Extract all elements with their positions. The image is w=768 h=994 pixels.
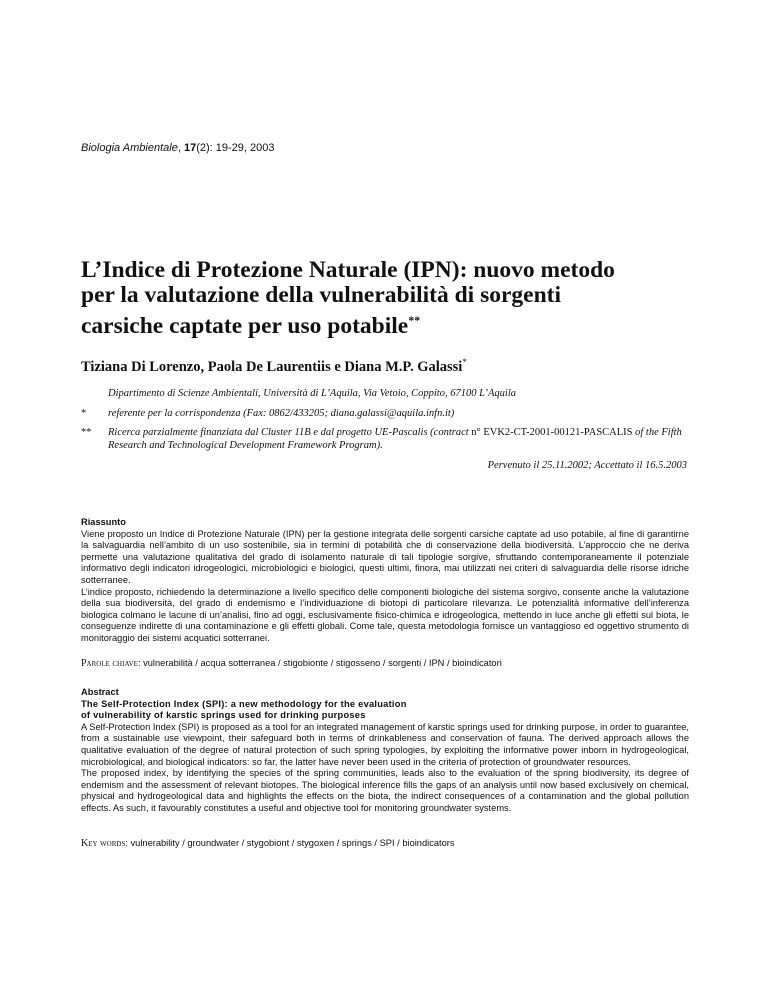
abstract-subtitle-line-2: of vulnerability of karstic springs used for drinking purposes <box>81 710 366 721</box>
journal-issue-pages: (2): 19-29, 2003 <box>196 142 275 154</box>
parole-chiave-label: Parole chiave <box>81 658 138 669</box>
authors-text: Tiziana Di Lorenzo, Paola De Laurentiis e Diana M.P. Galassi <box>81 359 463 375</box>
key-words-text: vulnerability / groundwater / stygobiont / stygoxen / springs / SPI / bioindicators <box>130 838 455 848</box>
footnote-text-part: of the Fifth Research and Technological Development Framework Program). <box>108 427 682 451</box>
key-words-label: Key words <box>81 838 126 849</box>
parole-chiave: Parole chiave: vulnerabilità / acqua sotterranea / stigobionte / stigosseno / sorgenti / IPN / bioindicatori <box>81 658 502 669</box>
riassunto-paragraph-1: Viene proposto un Indice di Protezione Naturale (IPN) per la gestione integrata delle sorgenti carsiche captate ad uso potabile, al fine di garantirne la salvaguardia nell’ambito di un uso sostenibile, sia in termini di potabilità che di conservazione della biodiversità. L’approccio che ne deriva permette una valutazione qualitativa del grado di isolamento naturale di tali tipologie sorgive, sfruttando contemporaneamente il potenziale informativo degli indicatori idrogeologici, microbiologici e biologici, questi ultimi, finora, mai utilizzati nei criteri di salvaguardia delle risorse idriche sotterranee. <box>81 528 689 585</box>
paper-title <box>81 258 701 339</box>
riassunto-heading: Riassunto <box>81 517 126 527</box>
abstract-paragraph-2: The proposed index, by identifying the species of the spring communities, leads also to the evaluation of the spring biodiversity, its degree of endemism and the assessment of relevant biotopes. The biological inference fills the gaps of an analysis until now based exclusively on chemical, physical and hydrogeological data and highlights the effects on the biota, the indirect consequences of a contamination and the global pollution effects. As such, it favourably constitutes a useful and objective tool for monitoring groundwater systems. <box>81 768 689 813</box>
parole-chiave-text: vulnerabilità / acqua sotterranea / stigobionte / stigosseno / sorgenti / IPN / bioindicatori <box>143 658 502 668</box>
affiliation: Dipartimento di Scienze Ambientali, Università di L’Aquila, Via Vetoio, Coppito, 67100 L’Aquila <box>108 388 517 399</box>
abstract-subtitle-line-1: The Self-Protection Index (SPI): a new methodology for the evaluation <box>81 698 407 709</box>
footnote-text <box>108 426 711 452</box>
author-footnote-mark: * <box>462 357 467 367</box>
title-line-1: L’Indice di Protezione Naturale (IPN): nuovo metodo <box>81 257 615 283</box>
journal-citation <box>81 142 274 154</box>
author-list <box>81 357 467 376</box>
contract-number: n° EVK2-CT-2001-00121-PASCALIS <box>471 427 633 438</box>
footnote-corresponding <box>81 407 711 420</box>
received-dates: Pervenuto il 25.11.2002; Accettato il 16.5.2003 <box>487 460 687 471</box>
riassunto-paragraph-2: L’indice proposto, richiedendo la determinazione a livello specifico delle componenti biologiche del sistema sorgivo, consente anche la valutazione della sua biodiversità, del grado di endemismo e l’individuazione di biotopi di particolare rilevanza. Le potenzialità informative dell’inferenza biologica colmano le lacune di un’analisi, fino ad oggi, esclusivamente fisico-chimica e idrogeologica, mettendo in luce anche gli effetti sul biota, le conseguenze indirette di una contaminazione e gli effetti globali. Come tale, questa metodologia fornisce un vantaggioso ed oggettivo strumento di monitoraggio dei sistemi acquatici sotterranei. <box>81 586 689 643</box>
title-line-3: carsiche captate per uso potabile <box>81 313 409 339</box>
title-footnote-mark: ** <box>408 313 421 327</box>
key-words: Key words: vulnerability / groundwater / stygobiont / stygoxen / springs / SPI / bioindicators <box>81 838 455 849</box>
riassunto-section <box>81 517 689 645</box>
journal-name: Biologia Ambientale <box>81 142 178 154</box>
footnote-mark: ** <box>81 427 92 438</box>
footnote-text-part: Ricerca parzialmente finanziata dal Cluster 11B e dal progetto UE-Pascalis (contract <box>108 427 472 438</box>
footnote-funding <box>81 426 711 452</box>
journal-volume: 17 <box>183 142 197 154</box>
footnote-text: referente per la corrispondenza (Fax: 0862/433205; diana.galassi@aquila.infn.it) <box>108 408 455 419</box>
footnote-mark: * <box>81 408 87 419</box>
abstract-section <box>81 687 689 815</box>
abstract-paragraph-1: A Self-Protection Index (SPI) is proposed as a tool for an integrated management of karstic springs used for drinking purpose, in order to guarantee, from a sustainable use viewpoint, their safeguard both in terms of drinkableness and conservation of fauna. The derived approach allows the qualitative evaluation of the degree of natural protection of such spring typologies, by exploiting the informative power inborn in hydrogeological, microbiological, and biological indicators: so far, the latter have never been used in the criteria of protection of groundwater resources. <box>81 721 689 767</box>
abstract-heading: Abstract <box>81 687 119 697</box>
citation-separator: , <box>177 142 184 154</box>
title-line-2: per la valutazione della vulnerabilità di sorgenti <box>81 282 562 308</box>
